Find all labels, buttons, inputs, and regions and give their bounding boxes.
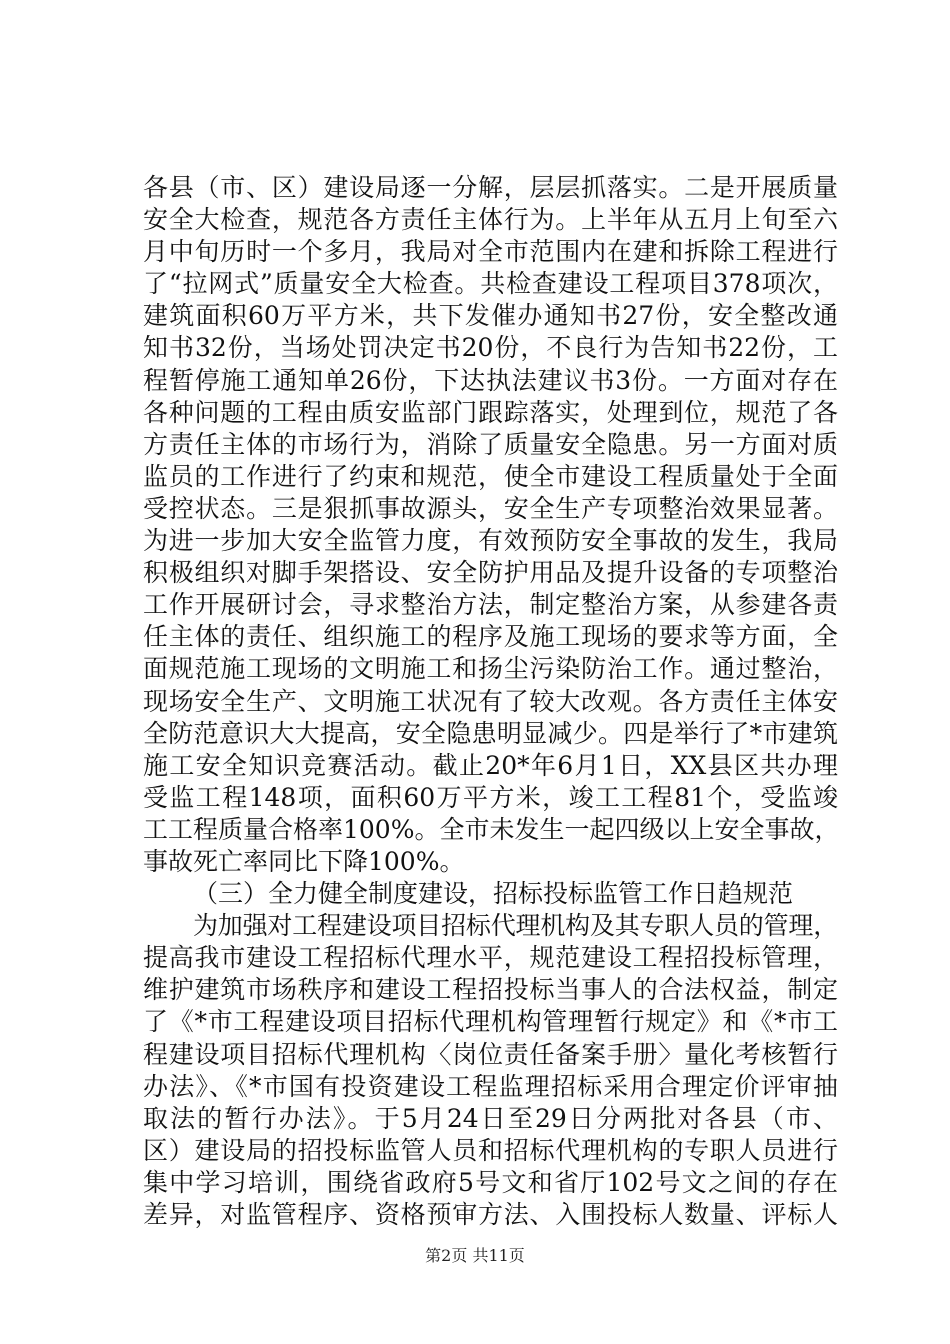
text-line: 集中学习培训，围绕省政府5号文和省厅102号文之间的存在 bbox=[143, 1167, 838, 1197]
text-line: 了“拉网式”质量安全大检查。共检查建设工程项目378项次， bbox=[143, 269, 838, 299]
text-line: 知书32份，当场处罚决定书20份，不良行为告知书22份，工 bbox=[143, 333, 838, 363]
text-line: 工作开展研讨会，寻求整治方法，制定整治方案，从参建各责 bbox=[143, 590, 838, 620]
text-line: （三）全力健全制度建设，招标投标监管工作日趋规范 bbox=[193, 879, 794, 909]
text-line: 月中旬历时一个多月，我局对全市范围内在建和拆除工程进行 bbox=[143, 237, 838, 267]
text-line: 为加强对工程建设项目招标代理机构及其专职人员的管理， bbox=[193, 911, 838, 941]
text-line: 区）建设局的招投标监管人员和招标代理机构的专职人员进行 bbox=[143, 1135, 838, 1165]
text-line: 了《*市工程建设项目招标代理机构管理暂行规定》和《*市工 bbox=[143, 1007, 838, 1037]
text-line: 程暂停施工通知单26份，下达执法建议书3份。一方面对存在 bbox=[143, 365, 838, 395]
document-body bbox=[143, 172, 838, 1231]
text-line: 各县（市、区）建设局逐一分解，层层抓落实。二是开展质量 bbox=[143, 173, 838, 202]
text-line: 维护建筑市场秩序和建设工程招投标当事人的合法权益，制定 bbox=[143, 975, 838, 1005]
text-line: 各种问题的工程由质安监部门跟踪落实，处理到位，规范了各 bbox=[143, 397, 838, 427]
text-line: 施工安全知识竞赛活动。截止20*年6月1日，XX县区共办理 bbox=[143, 750, 838, 780]
text-line: 受监工程148项，面积60万平方米，竣工工程81个，受监竣 bbox=[143, 782, 838, 812]
text-line: 任主体的责任、组织施工的程序及施工现场的要求等方面，全 bbox=[143, 622, 838, 652]
text-line: 积极组织对脚手架搭设、安全防护用品及提升设备的专项整治 bbox=[143, 558, 838, 588]
text-line: 面规范施工现场的文明施工和扬尘污染防治工作。通过整治， bbox=[143, 654, 838, 684]
text-line: 取法的暂行办法》。于5月24日至29日分两批对各县（市、 bbox=[143, 1103, 838, 1133]
text-line: 提高我市建设工程招标代理水平，规范建设工程招投标管理， bbox=[143, 943, 838, 973]
text-line: 建筑面积60万平方米，共下发催办通知书27份，安全整改通 bbox=[143, 301, 838, 331]
text-line: 程建设项目招标代理机构〈岗位责任备案手册〉量化考核暂行 bbox=[143, 1039, 838, 1069]
page-number-footer: 第2页 共11页 bbox=[425, 1246, 525, 1265]
text-line: 安全大检查，规范各方责任主体行为。上半年从五月上旬至六 bbox=[143, 205, 838, 235]
text-line: 监员的工作进行了约束和规范，使全市建设工程质量处于全面 bbox=[143, 461, 838, 491]
text-line: 事故死亡率同比下降100%。 bbox=[143, 846, 465, 876]
text-line: 受控状态。三是狠抓事故源头，安全生产专项整治效果显著。 bbox=[143, 493, 838, 523]
text-line: 方责任主体的市场行为，消除了质量安全隐患。另一方面对质 bbox=[143, 429, 838, 459]
text-line: 差异，对监管程序、资格预审方法、入围投标人数量、评标人 bbox=[143, 1200, 838, 1229]
text-line: 工工程质量合格率100%。全市未发生一起四级以上安全事故， bbox=[143, 814, 840, 844]
text-line: 全防范意识大大提高，安全隐患明显减少。四是举行了*市建筑 bbox=[143, 718, 838, 748]
text-line: 现场安全生产、文明施工状况有了较大改观。各方责任主体安 bbox=[143, 686, 838, 716]
text-line: 为进一步加大安全监管力度，有效预防安全事故的发生，我局 bbox=[143, 526, 838, 556]
text-line: 办法》、《*市国有投资建设工程监理招标采用合理定价评审抽 bbox=[143, 1071, 838, 1101]
